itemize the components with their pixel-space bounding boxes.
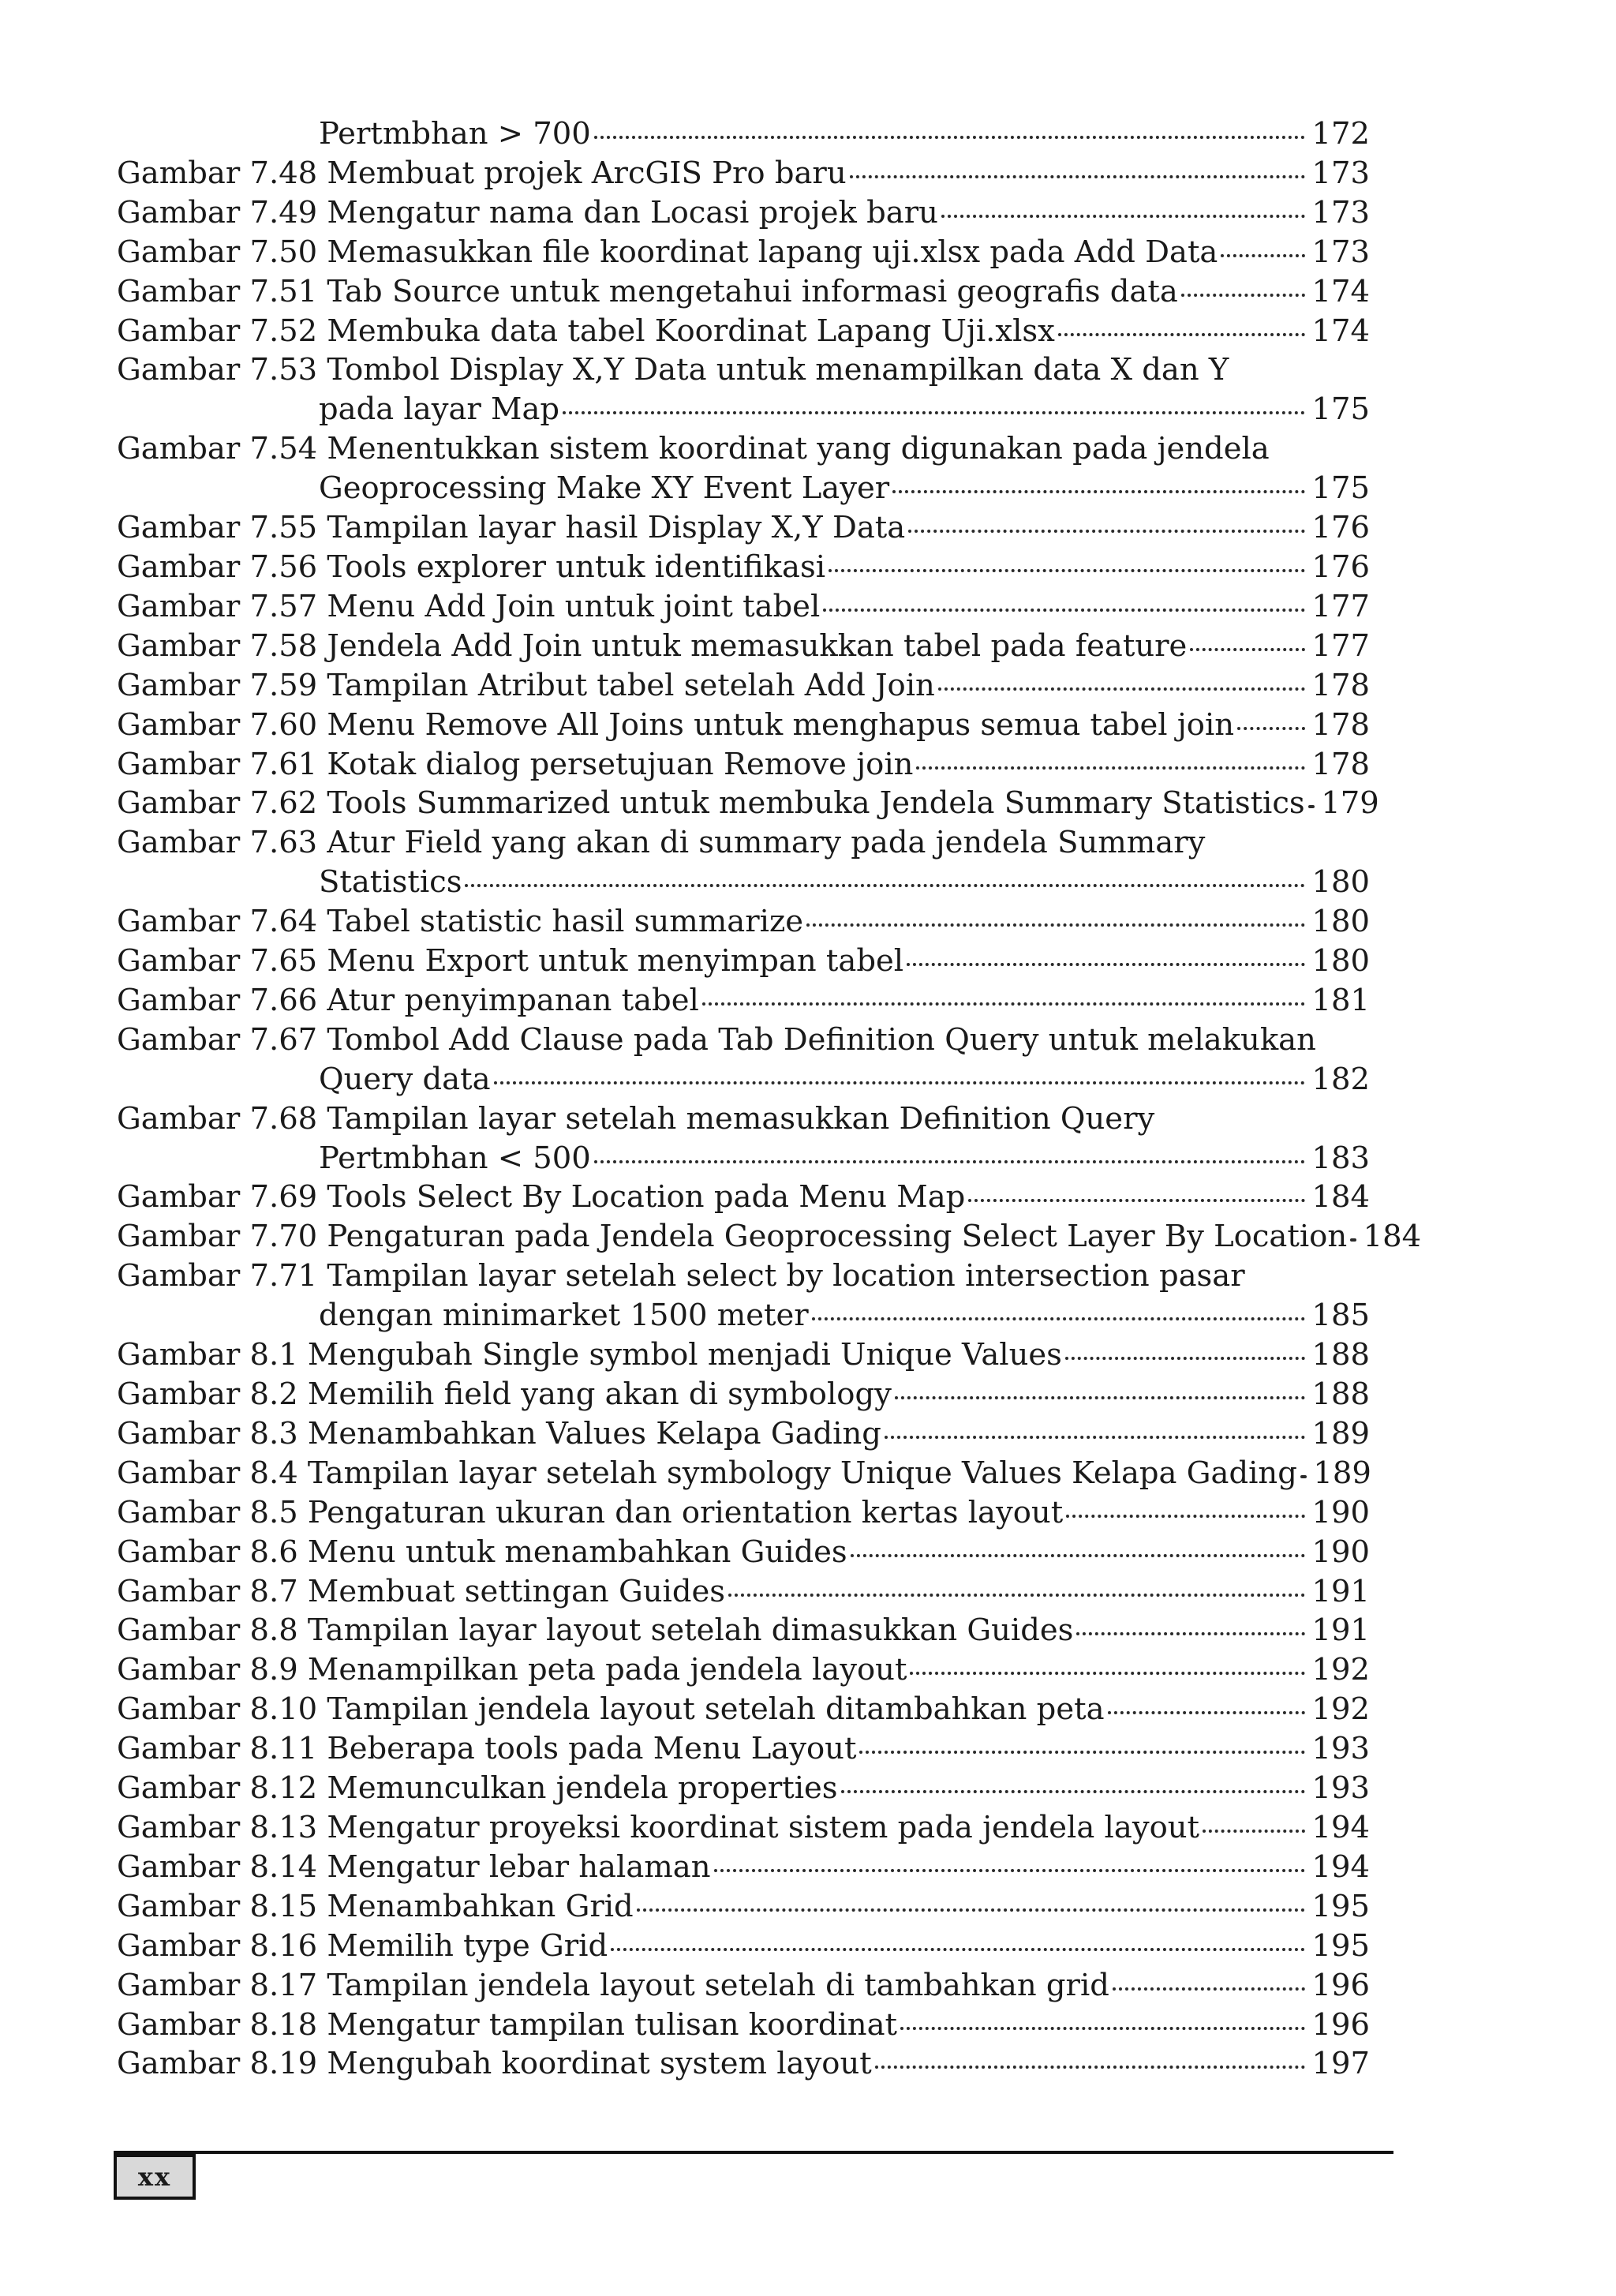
entry-caption: Pertmbhan > 700 <box>319 116 591 152</box>
toc-entry-line <box>117 942 1370 981</box>
dot-leader <box>850 175 1305 178</box>
entry-page-number: 193 <box>1311 1731 1370 1767</box>
entry-caption: Gambar 8.1 Mengubah Single symbol menjadi Unique Values <box>117 1337 1062 1373</box>
page-number: xx <box>137 2162 172 2192</box>
entry-caption: Statistics <box>319 864 462 901</box>
dot-leader <box>859 1751 1305 1754</box>
dot-leader <box>910 1672 1305 1675</box>
dot-leader <box>1190 648 1305 651</box>
toc-entry-line <box>117 1966 1370 2006</box>
entry-page-number: 180 <box>1311 904 1370 940</box>
entry-page-number: 175 <box>1311 391 1370 428</box>
toc-entry-line <box>117 2006 1370 2045</box>
toc-entry-line <box>117 1927 1370 1966</box>
entry-caption: Gambar 8.2 Memilih field yang akan di symbology <box>117 1376 892 1412</box>
toc-entry-line <box>117 193 1370 233</box>
entry-caption: Gambar 7.61 Kotak dialog persetujuan Remove join <box>117 746 914 782</box>
entry-page-number: 196 <box>1311 1967 1370 2003</box>
dot-leader <box>1113 1987 1305 1991</box>
toc-entry-line <box>117 1454 1370 1493</box>
page-number-badge <box>114 2154 196 2200</box>
toc-entry-line <box>117 312 1370 351</box>
toc-entry-line <box>117 587 1370 627</box>
dot-leader <box>806 923 1305 927</box>
entry-caption: Gambar 8.8 Tampilan layar layout setelah dimasukkan Guides <box>117 1612 1074 1649</box>
toc-entry-line <box>117 863 1370 902</box>
dot-leader <box>1300 1475 1307 1478</box>
toc-entry-line <box>117 154 1370 193</box>
toc-entry-line <box>117 1375 1370 1414</box>
entry-caption: pada layar Map <box>319 391 560 428</box>
dot-leader <box>465 884 1305 887</box>
entry-caption: Gambar 8.4 Tampilan layar setelah symbology Unique Values Kelapa Gading <box>117 1455 1297 1491</box>
toc-entry-line <box>117 1217 1422 1257</box>
dot-leader <box>611 1948 1305 1951</box>
entry-page-number: 191 <box>1311 1612 1370 1649</box>
entry-caption: Gambar 8.17 Tampilan jendela layout setelah di tambahkan grid <box>117 1967 1109 2003</box>
entry-caption: Gambar 7.65 Menu Export untuk menyimpan tabel <box>117 943 904 979</box>
entry-caption: Gambar 8.11 Beberapa tools pada Menu Layout <box>117 1731 857 1767</box>
entry-caption: Gambar 7.70 Pengaturan pada Jendela Geoprocessing Select Layer By Location <box>117 1219 1348 1255</box>
entry-caption: Gambar 7.52 Membuka data tabel Koordinat Lapang Uji.xlsx <box>117 313 1055 349</box>
entry-caption: Gambar 8.6 Menu untuk menambahkan Guides <box>117 1534 847 1570</box>
entry-page-number: 188 <box>1311 1376 1370 1412</box>
toc-entry-line <box>117 1257 1370 1296</box>
entry-caption: Gambar 8.3 Menambahkan Values Kelapa Gading <box>117 1415 881 1451</box>
entry-caption: Gambar 8.12 Memunculkan jendela properties <box>117 1770 838 1807</box>
dot-leader <box>728 1594 1305 1597</box>
toc-entry-line <box>117 2044 1370 2084</box>
dot-leader <box>594 1160 1305 1163</box>
toc-entry-line <box>117 350 1370 390</box>
toc-entry-line <box>117 1139 1370 1178</box>
entry-page-number: 184 <box>1311 1179 1370 1215</box>
entry-page-number: 194 <box>1311 1848 1370 1885</box>
toc-entry-line <box>117 1690 1370 1729</box>
entry-caption: Gambar 8.9 Menampilkan peta pada jendela layout <box>117 1652 907 1688</box>
dot-leader <box>494 1081 1305 1084</box>
entry-page-number: 181 <box>1311 982 1370 1018</box>
dot-leader <box>885 1436 1305 1439</box>
entry-caption: Geoprocessing Make XY Event Layer <box>319 470 890 507</box>
entry-page-number: 196 <box>1311 2006 1370 2043</box>
toc-entry-line <box>117 823 1370 863</box>
dot-leader <box>841 1790 1305 1793</box>
dot-leader <box>892 490 1305 493</box>
dot-leader <box>1221 254 1305 257</box>
entry-page-number: 174 <box>1311 313 1370 349</box>
entry-page-number: 183 <box>1311 1140 1370 1176</box>
dot-leader <box>829 569 1305 572</box>
entry-page-number: 179 <box>1321 785 1379 822</box>
entry-caption: Gambar 7.57 Menu Add Join untuk joint tabel <box>117 588 821 624</box>
entry-caption: Gambar 7.63 Atur Field yang akan di summary pada jendela Summary <box>117 825 1206 861</box>
toc-entry-line <box>117 1099 1370 1139</box>
entry-caption: Query data <box>319 1061 491 1097</box>
dot-leader <box>637 1908 1305 1912</box>
entry-page-number: 178 <box>1311 706 1370 743</box>
entry-page-number: 178 <box>1311 667 1370 703</box>
toc-entry-line <box>117 469 1370 508</box>
entry-page-number: 175 <box>1311 470 1370 507</box>
entry-caption: Gambar 7.53 Tombol Display X,Y Data untuk menampilkan data X dan Y <box>117 352 1229 388</box>
entry-caption: Gambar 7.55 Tampilan layar hasil Display X,Y Data <box>117 510 906 546</box>
toc-entry-line <box>117 1611 1370 1650</box>
dot-leader <box>907 963 1305 966</box>
entry-caption: Gambar 7.71 Tampilan layar setelah select by location intersection pasar <box>117 1258 1245 1294</box>
entry-page-number: 190 <box>1311 1534 1370 1570</box>
entry-caption: Gambar 7.54 Menentukkan sistem koordinat yang digunakan pada jendela <box>117 431 1270 467</box>
entry-caption: Gambar 7.58 Jendela Add Join untuk memasukkan tabel pada feature <box>117 627 1188 664</box>
dot-leader <box>563 411 1305 414</box>
toc-entry-line <box>117 429 1370 469</box>
dot-leader <box>968 1199 1305 1202</box>
toc-entry-line <box>117 784 1379 823</box>
entry-caption: Gambar 7.50 Memasukkan file koordinat lapang uji.xlsx pada Add Data <box>117 234 1218 270</box>
entry-page-number: 189 <box>1313 1455 1371 1491</box>
entry-page-number: 172 <box>1311 116 1370 152</box>
dot-leader <box>714 1869 1305 1872</box>
dot-leader <box>1058 333 1305 336</box>
toc-entry-line <box>117 666 1370 706</box>
toc-entry-line <box>117 706 1370 745</box>
entry-caption: Pertmbhan < 500 <box>319 1140 591 1176</box>
dot-leader <box>594 136 1305 139</box>
toc-entry-line <box>117 1296 1370 1335</box>
toc-entry-line <box>117 1178 1370 1217</box>
entry-caption: Gambar 7.56 Tools explorer untuk identifikasi <box>117 549 826 585</box>
entry-caption: Gambar 8.19 Mengubah koordinat system layout <box>117 2046 872 2082</box>
dot-leader <box>823 609 1305 612</box>
entry-caption: Gambar 7.64 Tabel statistic hasil summarize <box>117 904 804 940</box>
entry-caption: Gambar 8.7 Membuat settingan Guides <box>117 1573 726 1609</box>
entry-page-number: 193 <box>1311 1770 1370 1807</box>
toc-entry-line <box>117 1060 1370 1099</box>
dot-leader <box>941 215 1305 218</box>
dot-leader <box>895 1396 1305 1399</box>
entry-caption: Gambar 7.48 Membuat projek ArcGIS Pro baru <box>117 155 847 191</box>
entry-page-number: 180 <box>1311 864 1370 901</box>
dot-leader <box>938 687 1305 691</box>
dot-leader <box>1065 1357 1305 1360</box>
toc-entry-line <box>117 1769 1370 1808</box>
entry-page-number: 195 <box>1311 1927 1370 1964</box>
entry-page-number: 178 <box>1311 746 1370 782</box>
entry-caption: Gambar 8.15 Menambahkan Grid <box>117 1888 634 1924</box>
toc-entry-line <box>117 902 1370 942</box>
entry-caption: Gambar 7.51 Tab Source untuk mengetahui informasi geografis data <box>117 273 1178 309</box>
entry-page-number: 192 <box>1311 1691 1370 1728</box>
toc-entry-line <box>117 1493 1370 1533</box>
entry-caption: Gambar 7.59 Tampilan Atribut tabel setelah Add Join <box>117 667 935 703</box>
entry-caption: Gambar 7.69 Tools Select By Location pada Menu Map <box>117 1179 966 1215</box>
toc-entry-line <box>117 508 1370 548</box>
entry-page-number: 194 <box>1311 1809 1370 1845</box>
toc-entry-line <box>117 1848 1370 1887</box>
toc-entry-line <box>117 1533 1370 1572</box>
list-of-figures <box>117 114 1422 2084</box>
toc-entry-line <box>117 745 1370 785</box>
toc-entry-line <box>117 1414 1370 1454</box>
entry-caption: Gambar 7.49 Mengatur nama dan Locasi projek baru <box>117 194 938 230</box>
entry-page-number: 173 <box>1311 234 1370 270</box>
entry-caption: Gambar 7.66 Atur penyimpanan tabel <box>117 982 699 1018</box>
entry-page-number: 189 <box>1311 1415 1370 1451</box>
toc-entry-line <box>117 1572 1370 1612</box>
toc-entry-line <box>117 390 1370 429</box>
dot-leader <box>1066 1515 1305 1518</box>
entry-caption: Gambar 8.10 Tampilan jendela layout setelah ditambahkan peta <box>117 1691 1105 1728</box>
entry-caption: Gambar 8.13 Mengatur proyeksi koordinat sistem pada jendela layout <box>117 1809 1200 1845</box>
entry-page-number: 176 <box>1311 510 1370 546</box>
entry-page-number: 177 <box>1311 588 1370 624</box>
dot-leader <box>812 1317 1305 1320</box>
entry-page-number: 184 <box>1363 1219 1422 1255</box>
entry-page-number: 174 <box>1311 273 1370 309</box>
dot-leader <box>1108 1711 1305 1714</box>
toc-entry-line <box>117 627 1370 666</box>
entry-page-number: 195 <box>1311 1888 1370 1924</box>
toc-entry-line <box>117 981 1370 1021</box>
entry-page-number: 180 <box>1311 943 1370 979</box>
entry-page-number: 185 <box>1311 1298 1370 1334</box>
dot-leader <box>1350 1238 1356 1242</box>
dot-leader <box>1237 727 1305 730</box>
entry-caption: Gambar 8.16 Memilih type Grid <box>117 1927 608 1964</box>
dot-leader <box>1181 294 1305 297</box>
toc-entry-line <box>117 1887 1370 1927</box>
entry-page-number: 191 <box>1311 1573 1370 1609</box>
entry-page-number: 197 <box>1311 2046 1370 2082</box>
footer-rule <box>114 2151 1393 2154</box>
entry-page-number: 192 <box>1311 1652 1370 1688</box>
entry-page-number: 176 <box>1311 549 1370 585</box>
toc-entry-line <box>117 1650 1370 1690</box>
entry-page-number: 182 <box>1311 1061 1370 1097</box>
entry-caption: Gambar 7.67 Tombol Add Clause pada Tab Definition Query untuk melakukan <box>117 1021 1316 1058</box>
dot-leader <box>916 766 1305 770</box>
entry-caption: Gambar 7.62 Tools Summarized untuk membuka Jendela Summary Statistics <box>117 785 1305 822</box>
entry-caption: dengan minimarket 1500 meter <box>319 1298 809 1334</box>
toc-entry-line <box>117 114 1370 154</box>
toc-entry-line <box>117 272 1370 312</box>
entry-page-number: 173 <box>1311 155 1370 191</box>
toc-entry-line <box>117 1808 1370 1848</box>
dot-leader <box>1076 1632 1305 1635</box>
entry-page-number: 190 <box>1311 1494 1370 1530</box>
dot-leader <box>1203 1830 1305 1833</box>
dot-leader <box>1308 805 1315 808</box>
entry-page-number: 173 <box>1311 194 1370 230</box>
entry-page-number: 177 <box>1311 627 1370 664</box>
dot-leader <box>851 1554 1305 1557</box>
entry-caption: Gambar 7.68 Tampilan layar setelah memasukkan Definition Query <box>117 1100 1155 1137</box>
entry-caption: Gambar 7.60 Menu Remove All Joins untuk menghapus semua tabel join <box>117 706 1235 743</box>
entry-caption: Gambar 8.14 Mengatur lebar halaman <box>117 1848 711 1885</box>
dot-leader <box>908 530 1305 533</box>
entry-caption: Gambar 8.18 Mengatur tampilan tulisan koordinat <box>117 2006 898 2043</box>
toc-entry-line <box>117 1335 1370 1375</box>
toc-entry-line <box>117 548 1370 587</box>
dot-leader <box>702 1002 1305 1006</box>
dot-leader <box>900 2027 1305 2030</box>
entry-caption: Gambar 8.5 Pengaturan ukuran dan orientation kertas layout <box>117 1494 1064 1530</box>
toc-entry-line <box>117 233 1370 272</box>
toc-entry-line <box>117 1729 1370 1769</box>
dot-leader <box>875 2066 1305 2069</box>
entry-page-number: 188 <box>1311 1337 1370 1373</box>
toc-entry-line <box>117 1021 1370 1060</box>
